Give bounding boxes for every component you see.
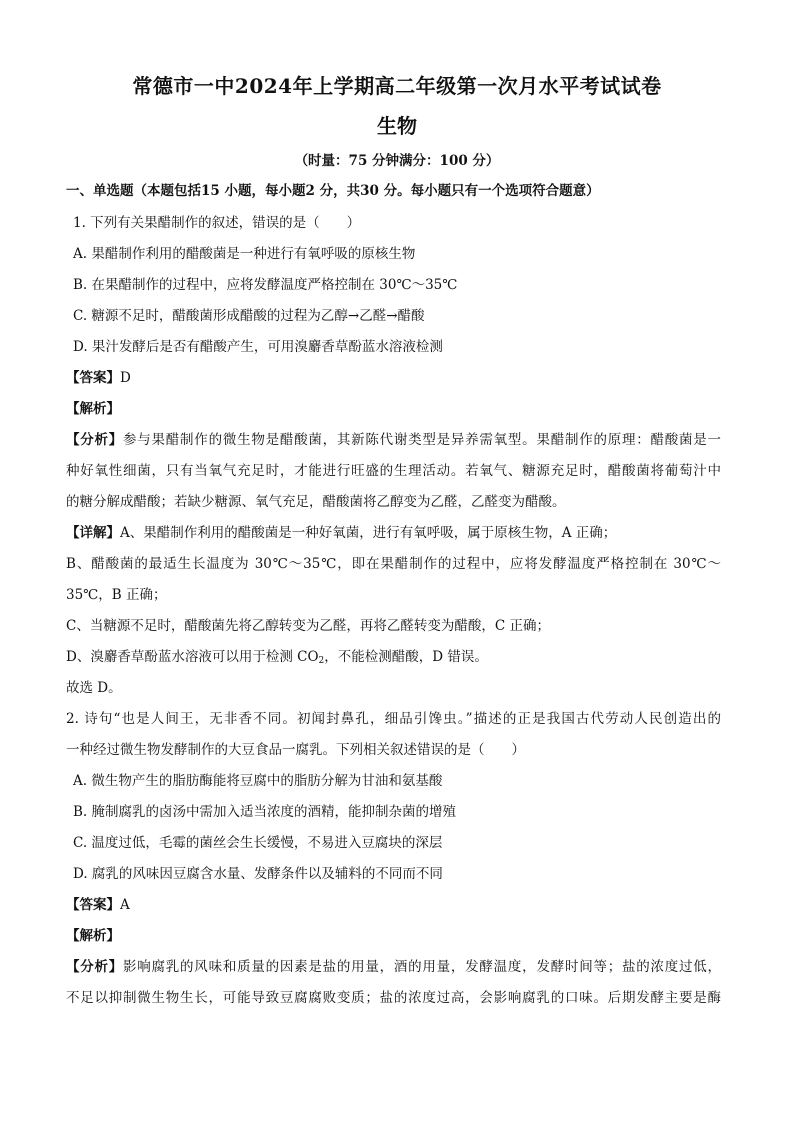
exam-title: 常德市一中2024年上学期高二年级第一次月水平考试试卷 bbox=[132, 74, 662, 98]
q1-xiangjie-a bbox=[66, 524, 721, 542]
xiangjie-d-text-end: ，不能检测醋酸，D 错误。 bbox=[324, 649, 488, 665]
q2-analysis-tag: 【解析】 bbox=[66, 928, 120, 944]
xiangjie-tag: 【详解】 bbox=[66, 525, 120, 541]
q2-stem-line-1: 2. 诗句“也是人间王，无非香不同。初闻封鼻孔，细品引馋虫。”描述的正是我国古代劳动人民创造出的 bbox=[66, 711, 721, 727]
q1-analysis-tag: 【解析】 bbox=[66, 401, 120, 417]
fenxi-text: 影响腐乳的风味和质量的因素是盐的用量，酒的用量，发酵温度，发酵时间等；盐的浓度过低， bbox=[123, 959, 722, 975]
q1-answer bbox=[66, 369, 721, 387]
q1-option-c: C. 糖源不足时，醋酸菌形成醋酸的过程为乙醇→乙醛→醋酸 bbox=[73, 308, 425, 324]
xiangjie-text: A、果醋制作利用的醋酸菌是一种好氧菌，进行有氧呼吸，属于原核生物，A 正确； bbox=[120, 525, 617, 541]
xiangjie-d-text: D、溴麝香草酚蓝水溶液可以用于检测 CO bbox=[66, 649, 319, 665]
answer-value: D bbox=[120, 370, 131, 386]
q1-fenxi-line-2: 种好氧性细菌，只有当氧气充足时，才能进行旺盛的生理活动。若氧气、糖源充足时，醋酸菌将葡萄汁中 bbox=[66, 463, 721, 479]
answer-tag: 【答案】 bbox=[66, 897, 120, 913]
section-heading: 一、单选题（本题包括15 小题，每小题2 分，共30 分。每小题只有一个选项符合题意） bbox=[66, 183, 600, 199]
co2-subscript: 2 bbox=[318, 656, 325, 666]
fenxi-text: 参与果醋制作的微生物是醋酸菌，其新陈代谢类型是异养需氧型。果醋制作的原理：醋酸菌是一 bbox=[123, 432, 722, 448]
q1-xiangjie-d bbox=[66, 648, 721, 670]
q1-fenxi-line-1 bbox=[66, 431, 721, 449]
q2-option-b: B. 腌制腐乳的卤汤中需加入适当浓度的酒精，能抑制杂菌的增殖 bbox=[73, 804, 457, 820]
q1-option-a: A. 果醋制作利用的醋酸菌是一种进行有氧呼吸的原核生物 bbox=[73, 246, 416, 262]
fenxi-tag: 【分析】 bbox=[66, 432, 124, 448]
q1-conclusion: 故选 D。 bbox=[66, 680, 122, 696]
fenxi-tag: 【分析】 bbox=[66, 959, 124, 975]
answer-tag: 【答案】 bbox=[66, 370, 120, 386]
q2-answer bbox=[66, 896, 721, 914]
q2-stem-line-2: 一种经过微生物发酵制作的大豆食品一腐乳。下列相关叙述错误的是（ ） bbox=[66, 742, 525, 758]
q2-fenxi-line-2: 不足以抑制微生物生长，可能导致豆腐腐败变质；盐的浓度过高，会影响腐乳的口味。后期发酵主要是酶 bbox=[66, 990, 721, 1006]
q1-fenxi-line-3: 的糖分解成醋酸；若缺少糖源、氧气充足，醋酸菌将乙醇变为乙醛，乙醛变为醋酸。 bbox=[66, 494, 566, 510]
q1-stem: 1. 下列有关果醋制作的叙述，错误的是（ ） bbox=[73, 215, 361, 231]
q1-xiangjie-b-line-1: B、醋酸菌的最适生长温度为 30℃～35℃，即在果醋制作的过程中，应将发酵温度严格控制在 30℃～ bbox=[66, 556, 721, 572]
q2-option-c: C. 温度过低，毛霉的菌丝会生长缓慢，不易进入豆腐块的深层 bbox=[73, 835, 443, 851]
exam-meta: （时量：75 分钟满分：100 分） bbox=[294, 153, 500, 169]
q2-fenxi-line-1 bbox=[66, 958, 721, 976]
q1-option-d: D. 果汁发酵后是否有醋酸产生，可用溴麝香草酚蓝水溶液检测 bbox=[73, 339, 443, 355]
q2-option-d: D. 腐乳的风味因豆腐含水量、发酵条件以及辅料的不同而不同 bbox=[73, 866, 443, 882]
q1-xiangjie-c: C、当糖源不足时，醋酸菌先将乙醇转变为乙醛，再将乙醛转变为醋酸，C 正确； bbox=[66, 618, 550, 634]
q2-option-a: A. 微生物产生的脂肪酶能将豆腐中的脂肪分解为甘油和氨基酸 bbox=[73, 773, 443, 789]
subject-title: 生物 bbox=[377, 114, 417, 138]
q1-option-b: B. 在果醋制作的过程中，应将发酵温度严格控制在 30℃～35℃ bbox=[73, 277, 458, 293]
answer-value: A bbox=[120, 897, 130, 913]
q1-xiangjie-b-line-2: 35℃，B 正确； bbox=[66, 587, 167, 603]
